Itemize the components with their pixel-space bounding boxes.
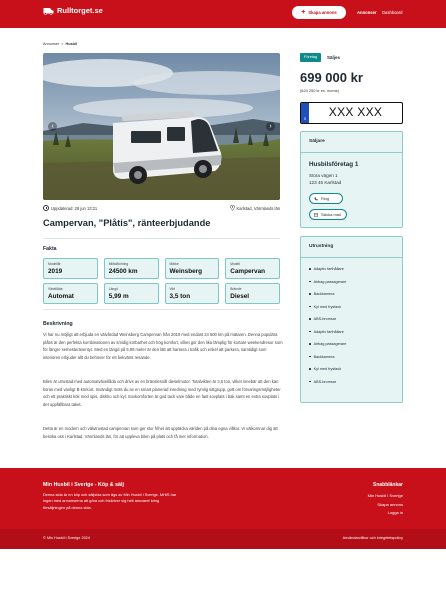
equipment-item-label: ABS-bromsar (313, 317, 337, 321)
equipment-item (309, 267, 346, 280)
create-listing-button[interactable] (292, 6, 346, 19)
bullet-icon (309, 381, 311, 383)
bullet-icon (309, 268, 311, 270)
equipment-item (309, 292, 346, 305)
location-pin-icon (230, 205, 235, 211)
breadcrumb (43, 42, 77, 46)
seller-street: Stora vägen 1 (309, 173, 338, 178)
fact-card (225, 283, 280, 304)
fact-card (104, 283, 159, 304)
description-paragraph: Bilen är utrustad med automatväxellåda och drivs av en bränslesnål dieselmotor. Totalvikten är 3,5 ton, vilket innebär att den kan köras med vanligt B-körkort. Invändigt möts du av en smart planerad inredning med rymlig sittgrupp, gott om förvaringsmöjligheter och ett praktiskt kök med spis, diskho och kyl. Sovkomforten är god tack vare både en fast sovplats i bak samt en extra sovplats i det uppfällbara taket. (43, 379, 281, 407)
fact-value: 2019 (48, 268, 63, 275)
copyright-text: © Min Husbil i Sverige 2024 (43, 536, 90, 540)
fact-card (165, 283, 220, 304)
bullet-icon (309, 356, 311, 358)
fact-value: Automat (48, 293, 74, 300)
quick-link-login[interactable]: Logga in (387, 510, 403, 515)
equipment-item (309, 380, 346, 393)
equipment-item-label: Airbag passagerare (313, 342, 347, 346)
fact-value: 5,99 m (108, 293, 129, 300)
fact-value: Diesel (230, 293, 250, 300)
fact-card (104, 258, 159, 279)
plus-icon: + (301, 9, 306, 16)
quick-links-list (368, 492, 403, 518)
updated-info (43, 205, 97, 211)
gallery-next-button[interactable] (266, 122, 275, 131)
description-paragraph: Vi har nu möjligt att erbjuda en välvårdad Weinsberg Campervan från 2019 med endast 24 500 km på mätaren. Denna populära plåtis är den perfekta kombinationen av smidig körbarhet och hög komfort, vilket gör den lika lämplig för kortare weekendresor som för längre semesteräventyr. Med en längd på 5,99 meter är den lätt att hantera i trafik och enkel att parkera, samtidigt som interiören erbjuder allt du behöver för ett bekvämt resande. (43, 332, 283, 360)
gallery-prev-button[interactable] (48, 122, 57, 131)
equipment-item (309, 330, 346, 343)
call-label: Ring (321, 196, 330, 201)
chevron-left-icon: ‹ (51, 123, 54, 130)
location-text: Karlstad, Värmlands län (236, 205, 280, 211)
fact-label: Växellåda (48, 287, 63, 291)
equipment-item-label: Kyl med frysfack (313, 304, 342, 309)
equipment-item (309, 305, 346, 318)
footer-bottom-bar (0, 529, 446, 549)
mail-icon (314, 213, 318, 217)
location-info (230, 205, 280, 211)
bullet-icon (309, 368, 311, 370)
facts-heading: Fakta (43, 246, 57, 252)
price: 699 000 kr (300, 70, 363, 85)
campervan-logo-icon (43, 6, 54, 15)
fact-value: 24500 km (108, 268, 138, 275)
fact-label: Längd (108, 287, 118, 291)
equipment-item (309, 280, 346, 293)
breadcrumb-separator: > (61, 42, 64, 46)
fact-label: Bränsle (230, 287, 242, 291)
equipment-item-label: ABS-bromsar (313, 379, 337, 384)
equipment-item (309, 342, 346, 355)
seller-type-badge: Företag (300, 53, 321, 62)
fact-label: Miltal/körning (108, 262, 129, 266)
bullet-icon (309, 293, 311, 295)
fact-value: Weinsberg (169, 268, 203, 275)
seller-address (309, 172, 341, 186)
logo-text: Rulltorget.se (57, 6, 103, 15)
listing-meta (43, 205, 280, 213)
fact-value: 3,5 ton (169, 293, 191, 300)
call-button[interactable] (309, 193, 343, 204)
license-plate (300, 102, 403, 124)
seller-heading: Säljare (301, 132, 402, 153)
nav-link-listings[interactable]: Annonser (357, 10, 377, 15)
fact-card (165, 258, 220, 279)
bullet-icon (309, 318, 311, 320)
campervan-photo-image (43, 53, 280, 200)
footer-title: Min Husbil i Sverige - Köp & sälj (43, 482, 124, 488)
price-ex-vat: (624 250 kr ex. moms) (300, 88, 339, 93)
plate-number: XXX XXX (328, 105, 383, 119)
equipment-list (309, 267, 346, 392)
seller-name[interactable]: Husbilsföretag 1 (309, 161, 359, 168)
listing-title: Campervan, "Plåtis", ränteerbjudande (43, 218, 211, 228)
seller-card (300, 131, 403, 228)
quick-link-home[interactable]: Min Husbil i Sverige (367, 493, 403, 498)
facts-grid (43, 258, 280, 304)
plate-country-band: S (301, 103, 309, 123)
quick-links-heading: Snabblänkar (372, 482, 403, 488)
quick-link-create-listing[interactable]: Skapa annons (377, 501, 403, 507)
phone-icon (314, 197, 318, 201)
equipment-item-label: Airbag passagerare (313, 279, 347, 284)
bullet-icon (309, 306, 311, 308)
divider (43, 238, 280, 239)
footer-description: Denna sida är en köp och säljsida som ägs av Min Husbil i Sverige. MHiS har ingen med annonserna att göra och friskriver sig helt ansvaret kring försäljningen på denna sida. (43, 492, 177, 510)
fact-label: Vikt (169, 287, 175, 291)
fact-card (43, 283, 98, 304)
fact-label: Modellår (48, 262, 61, 266)
breadcrumb-parent[interactable]: Annonser (43, 42, 60, 46)
fact-label: Modell (230, 262, 240, 266)
seller-city: 123 45 Karlstad (309, 180, 342, 185)
send-email-button[interactable] (309, 209, 347, 220)
chevron-right-icon: › (269, 123, 272, 130)
bullet-icon (309, 343, 311, 345)
site-logo[interactable] (43, 6, 103, 15)
equipment-item-label: Backkamera (313, 354, 335, 359)
fact-value: Campervan (230, 268, 266, 275)
bullet-icon (309, 331, 311, 333)
create-listing-label: Skapa annons (308, 10, 337, 15)
equipment-item-label: Kyl med frysfack (313, 367, 342, 371)
listing-type: Säljes (327, 55, 341, 60)
breadcrumb-current: Husbil (65, 42, 78, 46)
nav-link-dashboard[interactable]: Dashboard (382, 10, 403, 15)
equipment-item-label: Adaptiv farthållare (313, 329, 344, 334)
divider (43, 309, 280, 310)
updated-text: Uppdaterad: 28 jun 13:21 (51, 205, 98, 211)
description-heading: Beskrivning (43, 321, 73, 327)
fact-card (43, 258, 98, 279)
equipment-heading: Utrustning (301, 237, 402, 258)
listing-photo (43, 53, 280, 200)
fact-card (225, 258, 280, 279)
description-paragraph: Detta är en modern och välutrustad campervan som ger stor frihet att upptäcka världen på dina egna villkor. Vi välkomnar dig att besöka oss i Karlstad, Värmlands län, för att uppleva bilen på plats och få mer information. (43, 426, 278, 439)
equipment-item-label: Backkamera (313, 292, 335, 296)
clock-icon (43, 205, 49, 211)
equipment-item (309, 367, 346, 380)
terms-privacy-link[interactable]: Användarvillkor och integritetspolicy (342, 536, 403, 540)
email-label: Skicka mail (321, 212, 341, 217)
top-navigation-bar (0, 0, 446, 28)
equipment-item (309, 355, 346, 368)
equipment-item-label: Adaptiv farthållare (313, 267, 344, 271)
fact-label: Märke (169, 262, 179, 266)
bullet-icon (309, 281, 311, 283)
equipment-item (309, 317, 346, 330)
equipment-card (300, 236, 403, 403)
